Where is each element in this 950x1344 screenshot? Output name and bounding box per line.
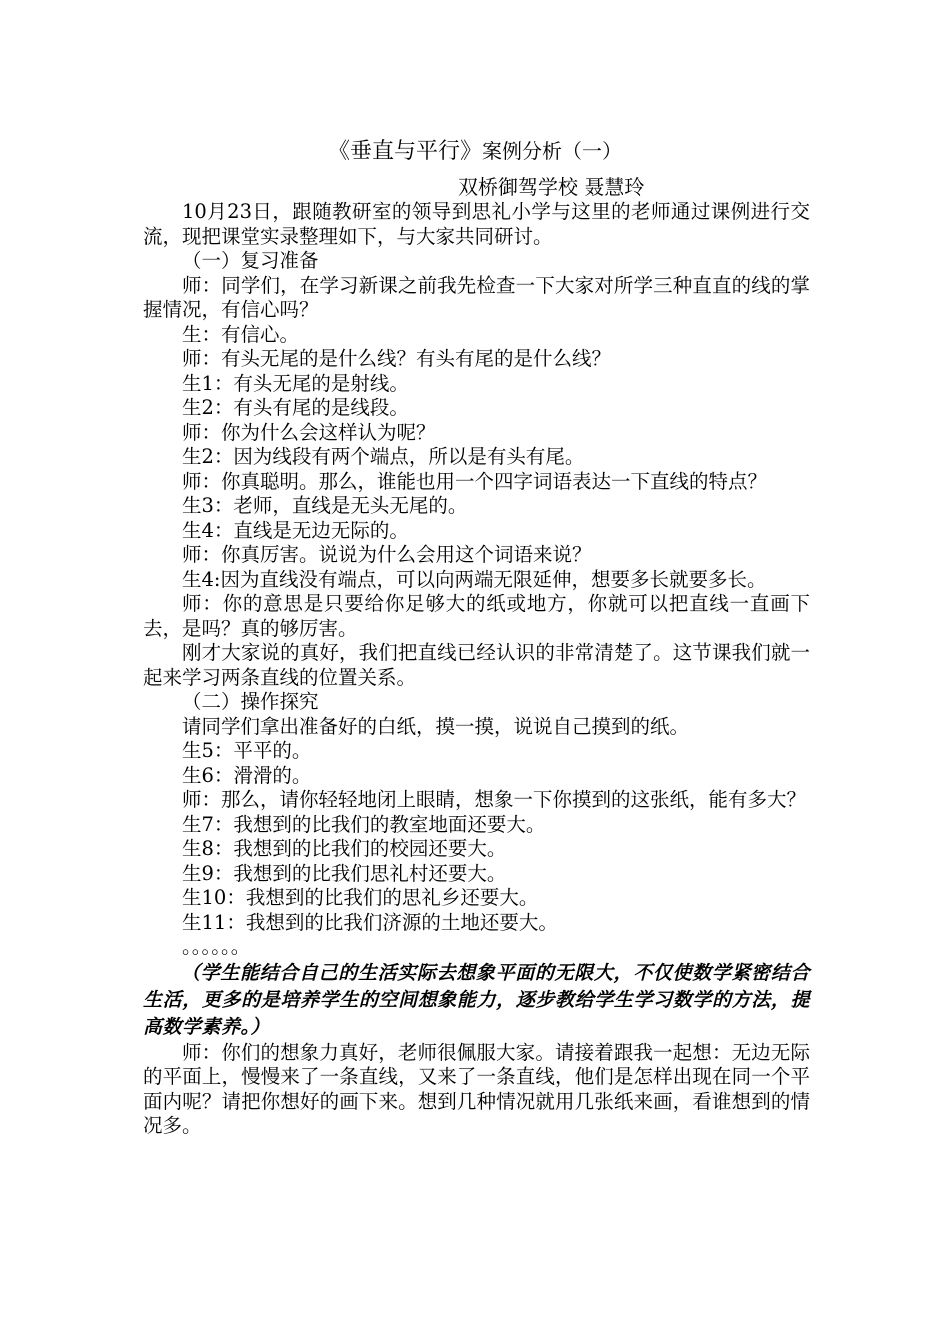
comment-paragraph: （学生能结合自己的生活实际去想象平面的无限大，不仅使数学紧密结合生活，更多的是培养学生的空间想象能力，逐步教给学生学习数学的方法，提高数学素养。） bbox=[143, 961, 810, 1038]
paragraph: 生2：因为线段有两个端点，所以是有头有尾。 bbox=[182, 445, 585, 468]
paragraph: 刚才大家说的真好，我们把直线已经认识的非常清楚了。这节课我们就一起来学习两条直线的位置关系。 bbox=[143, 641, 810, 689]
paragraph: 生6：滑滑的。 bbox=[182, 763, 312, 787]
paragraph: 请同学们拿出准备好的白纸，摸一摸，说说自己摸到的纸。 bbox=[182, 714, 690, 738]
paragraph: 生3：老师，直线是无头无尾的。 bbox=[182, 494, 468, 517]
paragraph: 生11：我想到的比我们济源的土地还要大。 bbox=[182, 910, 558, 934]
paragraph: 师：那么，请你轻轻地闭上眼睛，想象一下你摸到的这张纸，能有多大？ bbox=[182, 788, 807, 811]
paragraph: 10月23日，跟随教研室的领导到思礼小学与这里的老师通过课例进行交流，现把课堂实录整理如下，与大家共同研讨。 bbox=[143, 200, 810, 248]
paragraph: 生2：有头有尾的是线段。 bbox=[182, 396, 409, 419]
document-title bbox=[0, 136, 950, 167]
title-main: 《垂直与平行》 bbox=[327, 139, 482, 164]
paragraph: 师：你的意思是只要给你足够大的纸或地方，你就可以把直线一直画下去，是吗？真的够厉害。 bbox=[143, 592, 810, 640]
author-line: 双桥御驾学校 聂慧玲 bbox=[458, 175, 645, 199]
paragraph: 生5：平平的。 bbox=[182, 739, 312, 762]
document-body bbox=[143, 200, 810, 1139]
title-sub: 案例分析（一） bbox=[482, 139, 622, 163]
paragraph: 生4：直线是无边无际的。 bbox=[182, 518, 409, 542]
ellipsis-line: 。。。。。。 bbox=[182, 935, 251, 958]
paragraph: 生7：我想到的比我们的教室地面还要大。 bbox=[182, 812, 546, 836]
paragraph: 生8：我想到的比我们的校园还要大。 bbox=[182, 837, 507, 860]
paragraph: 师：有头无尾的是什么线？有头有尾的是什么线？ bbox=[182, 347, 612, 370]
paragraph: 师：同学们，在学习新课之前我先检查一下大家对所学三种直直的线的掌握情况，有信心吗？ bbox=[143, 273, 810, 321]
paragraph: 生4:因为直线没有端点，可以向两端无限延伸，想要多长就要多长。 bbox=[182, 567, 767, 591]
closing-paragraph: 师：你们的想象力真好，老师很佩服大家。请接着跟我一起想：无边无际的平面上，慢慢来了一条直线，又来了一条直线，他们是怎样出现在同一个平面内呢？请把你想好的画下来。想到几种情况就用几张纸来画，看谁想到的情况多。 bbox=[143, 1040, 810, 1137]
paragraph: 师：你真厉害。说说为什么会用这个词语来说？ bbox=[182, 543, 592, 566]
section-heading: （一）复习准备 bbox=[182, 249, 319, 272]
paragraph: 生10：我想到的比我们的思礼乡还要大。 bbox=[182, 886, 539, 909]
paragraph: 生9：我想到的比我们思礼村还要大。 bbox=[182, 861, 507, 885]
paragraph: 师：你真聪明。那么，谁能也用一个四字词语表达一下直线的特点？ bbox=[182, 469, 768, 493]
paragraph: 师：你为什么会这样认为呢？ bbox=[182, 420, 436, 444]
paragraph: 生1：有头无尾的是射线。 bbox=[182, 371, 409, 395]
paragraph: 生：有信心。 bbox=[182, 322, 300, 346]
section-heading: （二）操作探究 bbox=[182, 690, 319, 713]
